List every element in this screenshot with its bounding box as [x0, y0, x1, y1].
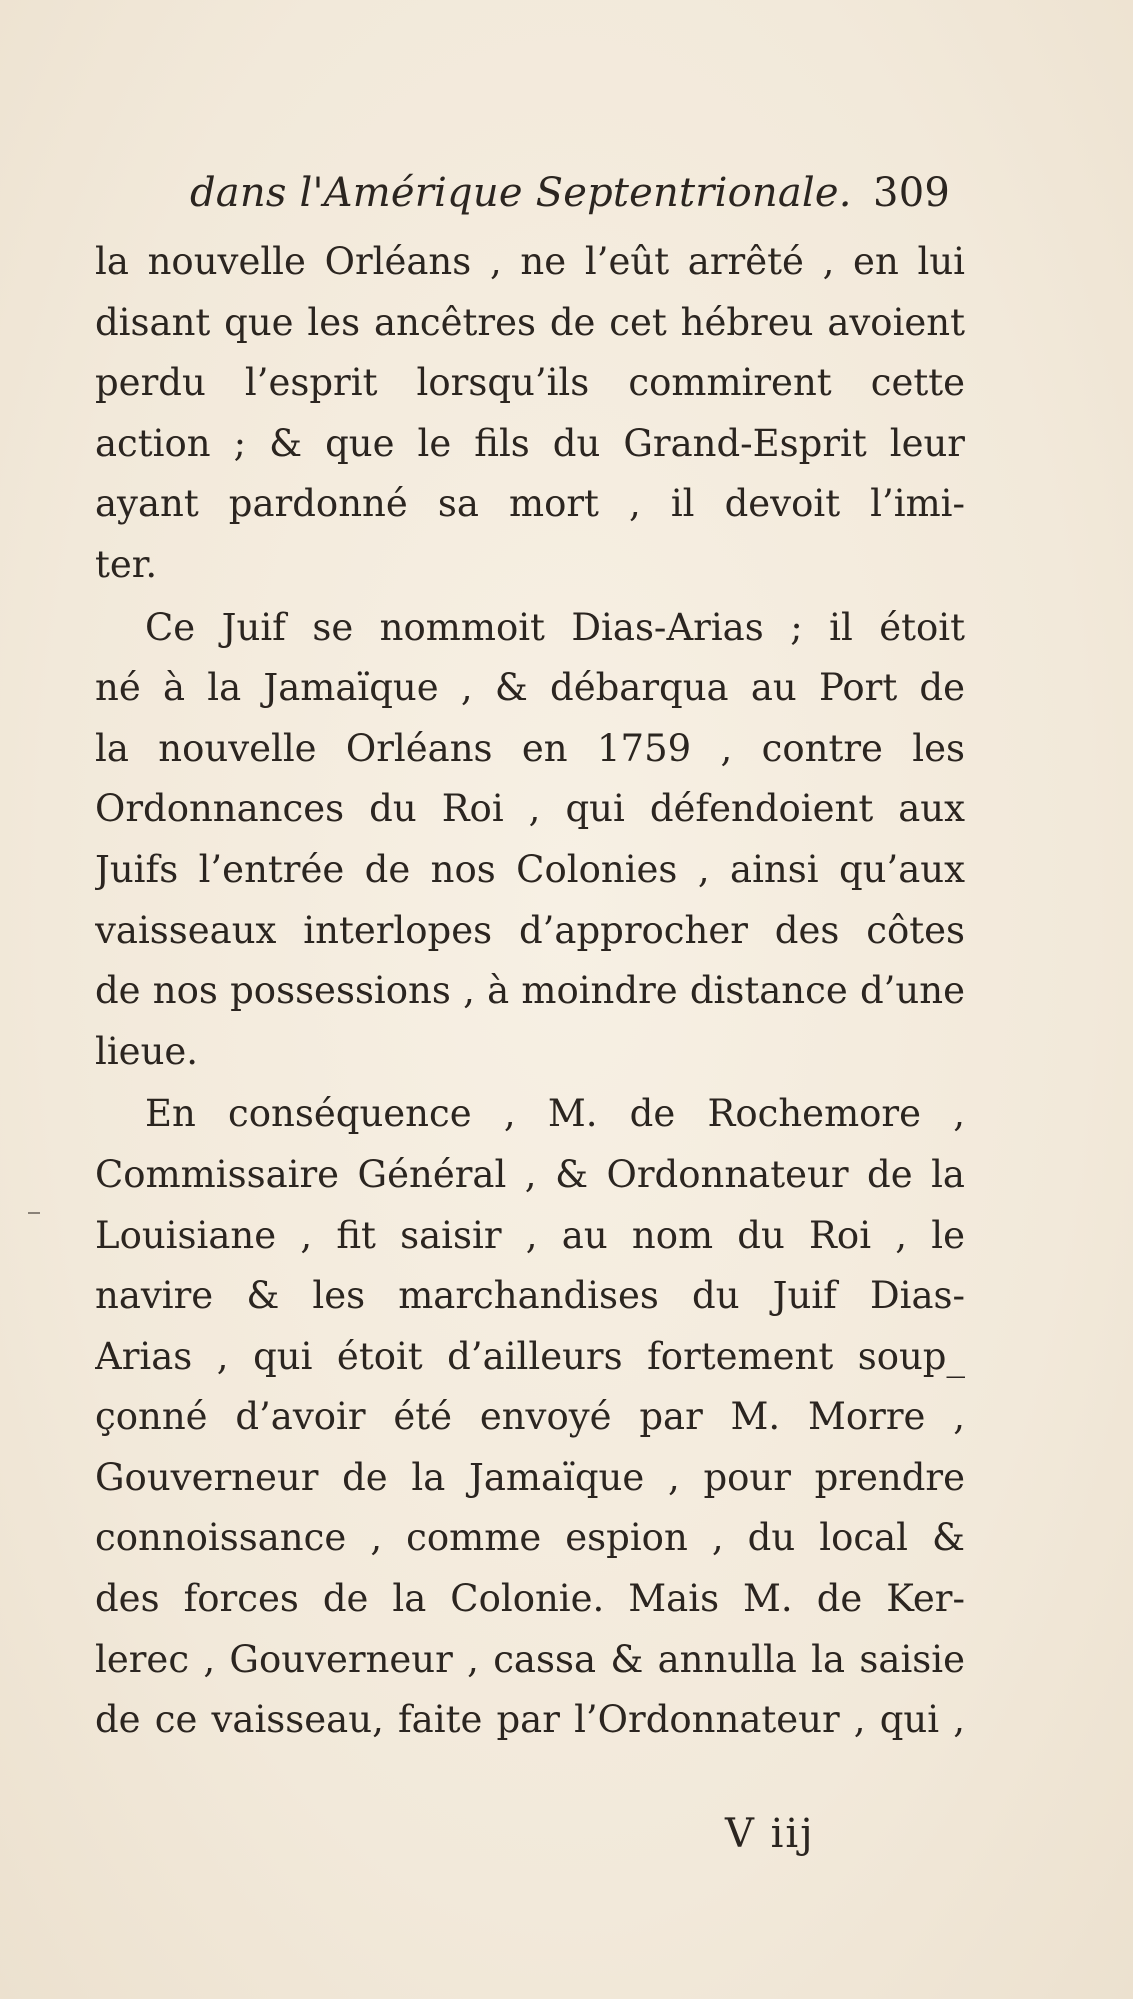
- text-line: Gouverneur de la Jamaïque , pour prendre: [95, 1455, 965, 1499]
- text-line: Commissaire Général , & Ordonnateur de la: [95, 1152, 965, 1196]
- text-line: Juifs l’entrée de nos Colonies , ainsi qu’aux: [95, 847, 965, 891]
- text-line: de nos possessions , à moindre distance d’une: [95, 969, 965, 1013]
- text-line: Louisiane , fit saisir , au nom du Roi , le: [95, 1213, 965, 1257]
- text-line: Ordonnances du Roi , qui défendoient aux: [95, 787, 965, 831]
- text-line: ayant pardonné sa mort , il devoit l’imi-: [95, 482, 965, 526]
- text-line: la nouvelle Orléans en 1759 , contre les: [95, 726, 965, 770]
- text-line: lieue.: [95, 1029, 199, 1073]
- body-text: [95, 232, 965, 1751]
- text-line: des forces de la Colonie. Mais M. de Ker-: [95, 1577, 965, 1621]
- margin-mark: [28, 1212, 40, 1214]
- text-line: connoissance , comme espion , du local &: [95, 1516, 965, 1560]
- running-head: [190, 165, 1010, 221]
- text-line: Arias , qui étoit d’ailleurs fortement soup_: [95, 1334, 965, 1378]
- signature-mark: V iij: [725, 1811, 815, 1857]
- running-head-title: dans l'Amérique Septentrionale.: [190, 170, 852, 216]
- paragraph-first-line: En conséquence , M. de Rochemore ,: [145, 1092, 965, 1136]
- text-line: navire & les marchandises du Juif Dias-: [95, 1274, 965, 1318]
- text-line: lerec , Gouverneur , cassa & annulla la saisie: [95, 1637, 965, 1681]
- text-line: né à la Jamaïque , & débarqua au Port de: [95, 666, 965, 710]
- text-line: perdu l’esprit lorsqu’ils commirent cette: [95, 361, 965, 405]
- text-line: de ce vaisseau, faite par l’Ordonnateur , qui ,: [95, 1698, 965, 1742]
- text-line: disant que les ancêtres de cet hébreu avoient: [95, 300, 965, 344]
- text-line: çonné d’avoir été envoyé par M. Morre ,: [95, 1395, 965, 1439]
- text-line: la nouvelle Orléans , ne l’eût arrêté , en lui: [95, 240, 965, 283]
- page-number: 309: [873, 170, 950, 216]
- text-line: ter.: [95, 542, 158, 586]
- text-line: vaisseaux interlopes d’approcher des côtes: [95, 908, 965, 952]
- paragraph-first-line: Ce Juif se nommoit Dias-Arias ; il étoit: [145, 605, 965, 649]
- text-line: action ; & que le fils du Grand-Esprit leur: [95, 421, 965, 465]
